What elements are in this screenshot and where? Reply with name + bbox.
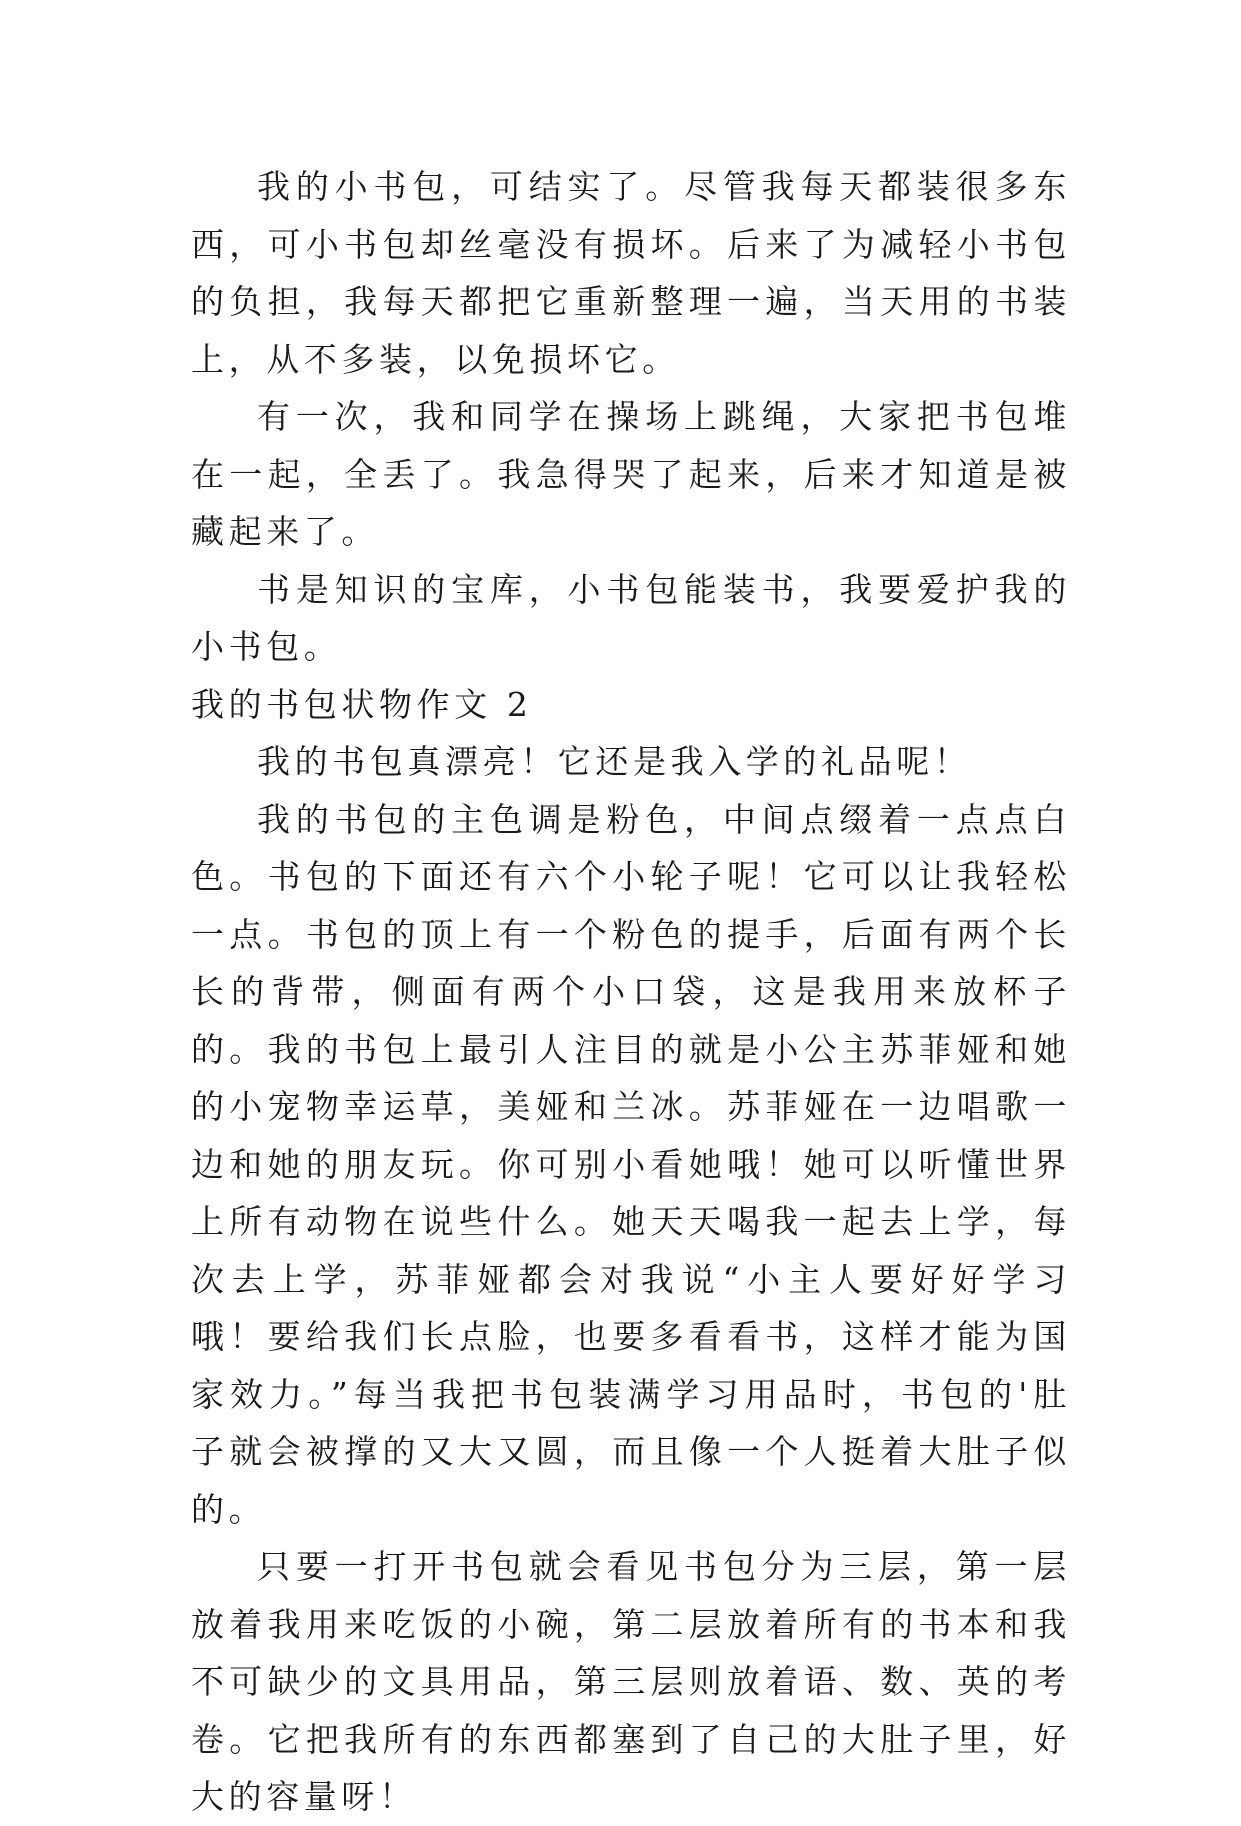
- paragraph: 我的书包的主色调是粉色，中间点缀着一点点白色。书包的下面还有六个小轮子呢！它可以让我轻松一点。书包的顶上有一个粉色的提手，后面有两个长长的背带，侧面有两个小口袋，这是我用来放杯子的。我的书包上最引人注目的就是小公主苏菲娅和她的小宠物幸运草，美娅和兰冰。苏菲娅在一边唱歌一边和她的朋友玩。你可别小看她哦！她可以听懂世界上所有动物在说些什么。她天天喝我一起去上学，每次去上学，苏菲娅都会对我说“小主人要好好学习哦！要给我们长点脸，也要多看看书，这样才能为国家效力。”每当我把书包装满学习用品时，书包的'肚子就会被撑的又大又圆，而且像一个人挺着大肚子似的。: [191, 799, 1071, 1529]
- paragraph: 我的小书包，可结实了。尽管我每天都装很多东西，可小书包却丝毫没有损坏。后来了为减轻小书包的负担，我每天都把它重新整理一遍，当天用的书装上，从不多装，以免损坏它。: [191, 167, 1071, 379]
- paragraph: 有一次，我和同学在操场上跳绳，大家把书包堆在一起，全丢了。我急得哭了起来，后来才知道是被藏起来了。: [191, 397, 1071, 551]
- document-body: [191, 158, 1071, 1826]
- paragraph: 我的书包真漂亮！它还是我入学的礼品呢！: [257, 742, 972, 781]
- paragraph: 书是知识的宝库，小书包能装书，我要爱护我的小书包。: [191, 569, 1071, 666]
- paragraph: 只要一打开书包就会看见书包分为三层，第一层放着我用来吃饭的小碗，第二层放着所有的书本和我不可缺少的文具用品，第三层则放着语、数、英的考卷。它把我所有的东西都塞到了自己的大肚子里，好大的容量呀！: [191, 1547, 1071, 1816]
- essay-heading: 我的书包状物作文 2: [191, 684, 533, 724]
